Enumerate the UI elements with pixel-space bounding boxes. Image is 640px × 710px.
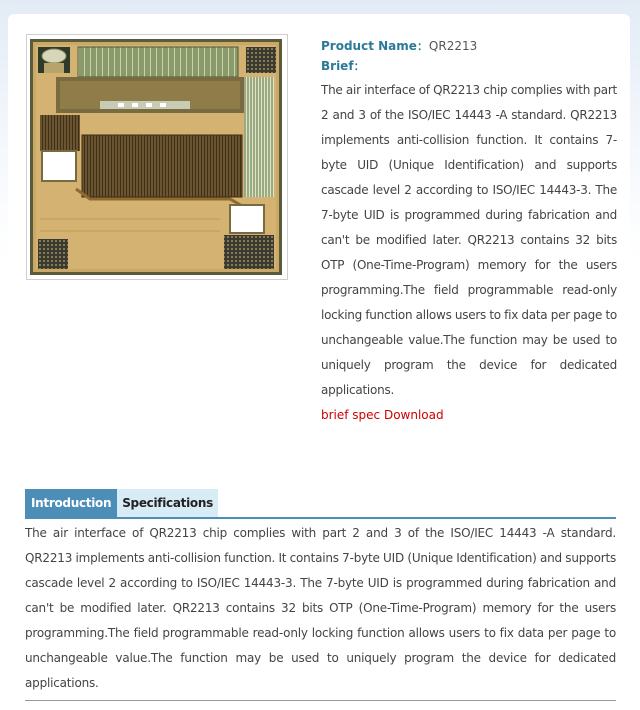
chip-image-frame <box>26 34 288 280</box>
chip-die-image <box>30 39 282 275</box>
detail-tabs <box>25 489 218 518</box>
introduction-text: The air interface of QR2213 chip complies with part 2 and 3 of the ISO/IEC 14443 -A standard. QR2213 implements anti-collision function. It contains 7-byte UID (Unique Identification) and supports cascade level 2 according to ISO/IEC 14443-3. The 7-byte UID is programmed during fabrication and can't be modified later. QR2213 contains 32 bits OTP (One-Time-Program) memory for the users programming.The field programmable read-only locking function allows users to fix data per page to unchangeable value.The function may be used to uniquely program the device for dedicated applications. <box>25 526 616 690</box>
product-name-label: Product Name： <box>321 39 429 53</box>
product-name-row <box>321 36 617 56</box>
bottom-divider <box>25 700 616 701</box>
product-name-value: QR2213 <box>428 39 478 53</box>
tab-underline <box>25 517 616 519</box>
tab-introduction[interactable]: Introduction <box>25 489 117 518</box>
brief-spec-download-link[interactable]: brief spec Download <box>321 408 444 422</box>
tab-specifications[interactable]: Specifications <box>117 489 218 518</box>
product-info-panel <box>321 36 617 426</box>
brief-description: The air interface of QR2213 chip complies with part 2 and 3 of the ISO/IEC 14443 -A standard. QR2213 implements anti-collision function. It contains 7-byte UID (Unique Identification) and supports cascade level 2 according to ISO/IEC 14443-3. The 7-byte UID is programmed during fabrication and can't be modified later. QR2213 contains 32 bits OTP (One-Time-Program) memory for the users programming.The field programmable read-only locking function allows users to fix data per page to unchangeable value.The function may be used to uniquely program the device for dedicated applications. <box>321 83 617 397</box>
brief-label: Brief： <box>321 59 366 73</box>
